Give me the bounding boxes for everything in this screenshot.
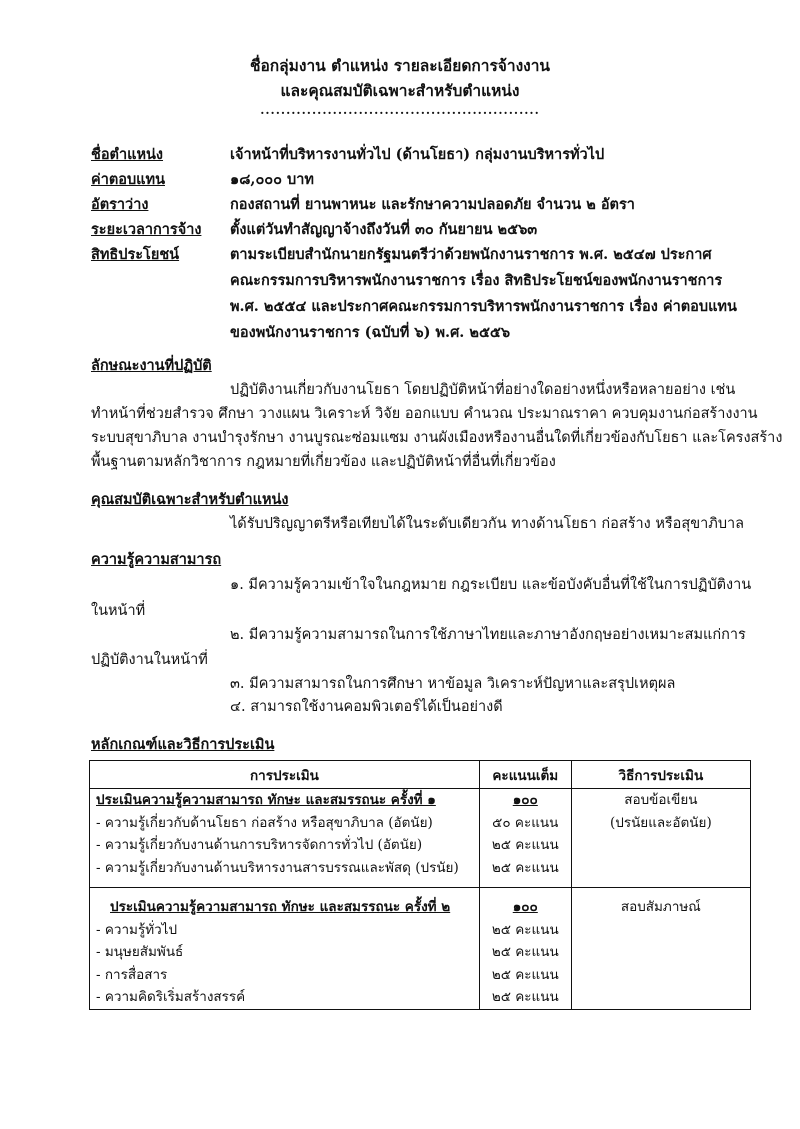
table-row [90,888,751,1010]
round2-assessment-cell [90,888,480,1010]
round1-item: - ความรู้เกี่ยวกับด้านโยธา ก่อสร้าง หรือสุขาภิบาล (อัตนัย) [96,814,433,831]
benefits-line: ของพนักงานราชการ (ฉบับที่ ๖) พ.ศ. ๒๕๕๖ [230,324,511,341]
vacancy-label: อัตราว่าง [91,196,149,213]
round2-score: ๒๕ คะแนน [491,921,559,938]
duties-line: ระบบสุขาภิบาล งานบำรุงรักษา งานบูรณะซ่อมแซม งานผังเมืองหรืองานอื่นใดที่เกี่ยวข้องกับโยธา และโครงสร้าง [91,430,783,446]
round2-method: สอบสัมภาษณ์ [620,899,701,915]
qualification-heading: คุณสมบัติเฉพาะสำหรับตำแหน่ง [91,491,289,508]
criteria-heading: หลักเกณฑ์และวิธีการประเมิน [91,736,275,753]
knowledge-item-2-cont: ปฏิบัติงานในหน้าที่ [91,652,208,668]
round2-score-cell [479,888,571,1010]
round2-item: - ความรู้ทั่วไป [96,921,178,938]
round2-score: ๒๕ คะแนน [491,944,559,960]
knowledge-item-1: ๑. มีความรู้ความเข้าใจในกฎหมาย กฎระเบียบ และข้อบังคับอื่นที่ใช้ในการปฏิบัติงาน [230,577,752,593]
round2-score: ๒๕ คะแนน [491,989,559,1005]
round1-item: - ความรู้เกี่ยวกับงานด้านบริหารงานสารบรรณและพัสดุ (ปรนัย) [96,859,459,876]
contract-period-value: ตั้งแต่วันทำสัญญาจ้างถึงวันที่ ๓๐ กันยายน ๒๕๖๓ [230,221,538,238]
duties-line: ทำหน้าที่ช่วยสำรวจ ศึกษา วางแผน วิเคราะห์ วิจัย ออกแบบ คำนวณ ประมาณราคา ควบคุมงานก่อสร้างงาน [91,406,758,422]
round1-total: ๑๐๐ [512,792,538,808]
round1-method-detail: (ปรนัยและอัตนัย) [609,814,712,831]
knowledge-item-2: ๒. มีความรู้ความสามารถในการใช้ภาษาไทยและภาษาอังกฤษอย่างเหมาะสมแก่การ [230,627,746,643]
round2-item: - มนุษยสัมพันธ์ [96,944,184,960]
title-divider: ...................................................... [260,103,540,117]
contract-period-label: ระยะเวลาการจ้าง [91,221,202,238]
knowledge-item-3: ๓. มีความสามารถในการศึกษา หาข้อมูล วิเคราะห์ปัญหาและสรุปเหตุผล [230,676,676,692]
document-subtitle: และคุณสมบัติเฉพาะสำหรับตำแหน่ง [280,81,520,100]
criteria-table [89,760,751,1010]
round2-title: ประเมินความรู้ความสามารถ ทักษะ และสมรรถนะ ครั้งที่ ๒ [110,899,451,915]
document-title: ชื่อกลุ่มงาน ตำแหน่ง รายละเอียดการจ้างงาน [249,56,551,75]
round1-score: ๒๕ คะแนน [491,859,559,876]
round2-item: - การสื่อสาร [96,966,168,983]
round2-total: ๑๐๐ [512,899,538,915]
benefits-line: คณะกรรมการบริหารพนักงานราชการ เรื่อง สิทธิประโยชน์ของพนักงานราชการ [230,272,723,289]
benefits-line: พ.ศ. ๒๕๕๔ และประกาศคณะกรรมการบริหารพนักงานราชการ เรื่อง ค่าตอบแทน [230,298,737,315]
round1-method: สอบข้อเขียน [624,792,698,808]
round2-item: - ความคิดริเริ่มสร้างสรรค์ [96,989,246,1005]
table-row [90,789,751,888]
round1-score: ๕๐ คะแนน [492,814,559,831]
round2-method-cell [571,888,750,1010]
benefits-line: ตามระเบียบสำนักนายกรัฐมนตรีว่าด้วยพนักงานราชการ พ.ศ. ๒๕๔๗ ประกาศ [230,246,712,263]
position-name-value: เจ้าหน้าที่บริหารงานทั่วไป (ด้านโยธา) กลุ่มงานบริหารทั่วไป [230,146,605,163]
round1-score: ๒๕ คะแนน [491,837,559,853]
position-name-label: ชื่อตำแหน่ง [91,146,164,163]
knowledge-heading: ความรู้ความสามารถ [91,551,222,568]
salary-label: ค่าตอบแทน [91,171,165,188]
duties-line: ปฏิบัติงานเกี่ยวกับงานโยธา โดยปฏิบัติหน้าที่อย่างใดอย่างหนึ่งหรือหลายอย่าง เช่น [230,382,736,398]
qualification-text: ได้รับปริญญาตรีหรือเทียบได้ในระดับเดียวกัน ทางด้านโยธา ก่อสร้าง หรือสุขาภิบาล [230,516,745,532]
salary-value: ๑๘,๐๐๐ บาท [230,171,314,188]
round1-item: - ความรู้เกี่ยวกับงานด้านการบริหารจัดการทั่วไป (อัตนัย) [96,837,423,853]
benefits-label: สิทธิประโยชน์ [91,246,180,263]
duties-heading: ลักษณะงานที่ปฏิบัติ [91,357,212,374]
round1-score-cell [479,789,571,888]
column-header-full-score: คะแนนเต็ม [479,761,571,789]
column-header-assessment: การประเมิน [90,761,480,789]
criteria-header-row [90,761,751,789]
column-header-method: วิธีการประเมิน [571,761,750,789]
knowledge-item-4: ๔. สามารถใช้งานคอมพิวเตอร์ได้เป็นอย่างดี [230,699,503,715]
round2-score: ๒๕ คะแนน [491,966,559,983]
knowledge-item-1-cont: ในหน้าที่ [91,603,146,619]
round1-method-cell [571,789,750,888]
round1-assessment-cell [90,789,480,888]
duties-line: พื้นฐานตามหลักวิชาการ กฎหมายที่เกี่ยวข้อง และปฏิบัติหน้าที่อื่นที่เกี่ยวข้อง [91,454,556,470]
vacancy-value: กองสถานที่ ยานพาหนะ และรักษาความปลอดภัย จำนวน ๒ อัตรา [230,196,635,213]
round1-title: ประเมินความรู้ความสามารถ ทักษะ และสมรรถนะ ครั้งที่ ๑ [96,792,436,808]
